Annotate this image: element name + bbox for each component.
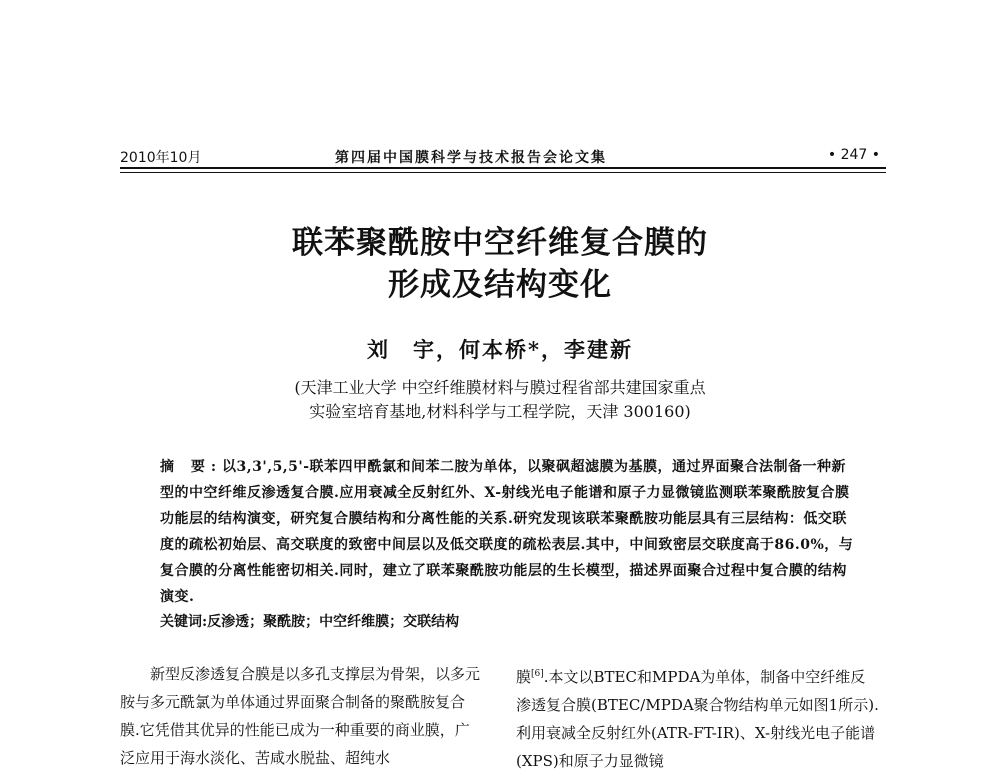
- header-rule-thick: [120, 167, 886, 169]
- abstract-text: 以3,3',5,5'-联苯四甲酰氯和间苯二胺为单体，以聚砜超滤膜为基膜，通过界面聚合法制备一种新型的中空纤维反渗透复合膜.应用衰减全反射红外、X-射线光电子能谱和原子力显微镜监测联苯聚酰胺复合膜功能层的结构演变，研究复合膜结构和分离性能的关系.研究发现该联苯聚酰胺功能层具有三层结构：低交联度的疏松初始层、高交联度的致密中间层以及低交联度的疏松表层.其中，中间致密层交联度高于86.0%，与复合膜的分离性能密切相关.同时，建立了联苯聚酰胺功能层的生长模型，描述界面聚合过程中复合膜的结构演变.: [160, 459, 854, 605]
- keywords-label: 关键词:: [160, 614, 208, 630]
- body-right-text: .本文以BTEC和MPDA为单体，制备中空纤维反渗透复合膜(BTEC/MPDA聚合物结构单元如图1所示).利用衰减全反射红外(ATR-FT-IR)、X-射线光电子能谱(XPS)和原子力显微镜: [516, 668, 879, 770]
- body-column-right: [516, 660, 880, 775]
- header-date: 2010年10月: [120, 150, 202, 166]
- title-line-2: 形成及结构变化: [388, 267, 612, 304]
- body-column-left: [120, 660, 484, 772]
- title-line-1: 联苯聚酰胺中空纤维复合膜的: [292, 225, 708, 261]
- body-right-paragraph: [516, 660, 880, 775]
- authors: 刘 宇，何本桥*，李建新: [367, 337, 633, 362]
- affiliation-line-2: 实验室培育基地,材料科学与工程学院，天津 300160): [309, 402, 691, 421]
- header-journal: 第四届中国膜科学与技术报告会论文集: [335, 150, 607, 166]
- running-header: [120, 141, 880, 166]
- abstract: [160, 454, 860, 610]
- affiliation-line-1: (天津工业大学 中空纤维膜材料与膜过程省部共建国家重点: [294, 378, 706, 397]
- body-right-ref: 膜: [516, 668, 532, 686]
- header-page-number: • 247 •: [827, 147, 880, 163]
- affiliation: [0, 376, 1000, 424]
- body-left-paragraph: 新型反渗透复合膜是以多孔支撑层为骨架，以多元胺与多元酰氯为单体通过界面聚合制备的聚酰胺复合膜.它凭借其优异的性能已成为一种重要的商业膜，广泛应用于海水淡化、苦咸水脱盐、超纯水: [120, 665, 481, 767]
- header-rule-thin: [120, 172, 886, 173]
- citation-6: [6]: [531, 669, 544, 679]
- keywords: [160, 610, 860, 634]
- abstract-label: 摘 要:: [160, 459, 223, 475]
- keywords-text: 反渗透；聚酰胺；中空纤维膜；交联结构: [207, 614, 460, 630]
- paper-title: [0, 223, 1000, 308]
